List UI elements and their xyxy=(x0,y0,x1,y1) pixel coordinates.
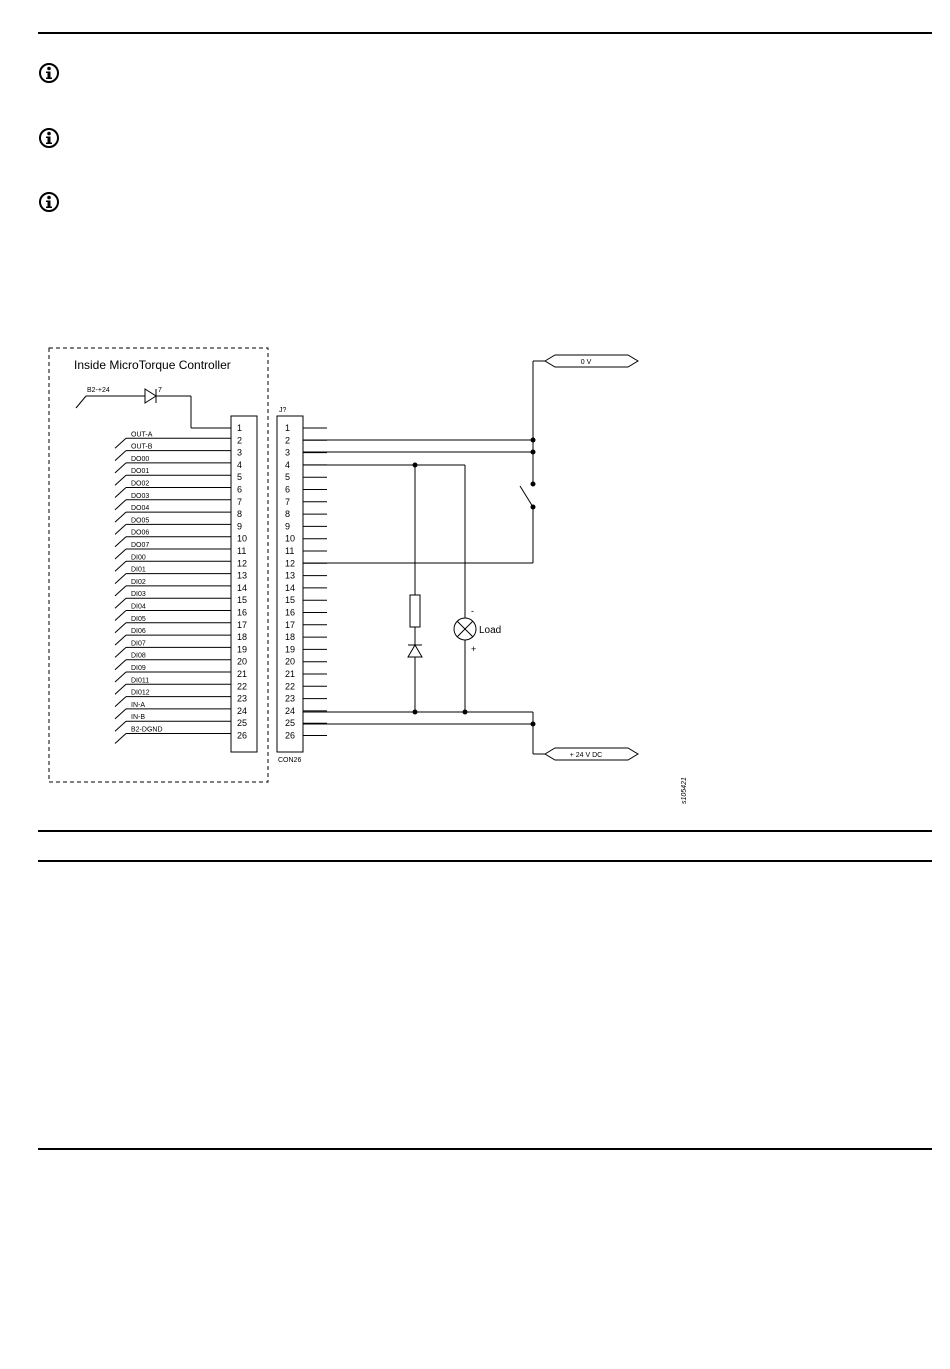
signal-label: DO02 xyxy=(131,480,150,488)
connector-pin-number: 3 xyxy=(285,447,291,458)
rail-0v xyxy=(545,355,638,367)
rail-0v-label: 0 V xyxy=(580,359,592,366)
load-label: Load xyxy=(479,625,502,636)
connector-pin-number: 19 xyxy=(285,644,296,655)
connector-pin-number: 21 xyxy=(285,669,296,679)
signal-label: DI05 xyxy=(131,615,146,623)
signal-line xyxy=(115,623,126,633)
signal-line xyxy=(115,438,126,448)
internal-pin-number: 25 xyxy=(237,718,248,729)
internal-pin-number: 14 xyxy=(237,582,248,593)
connector-stubs xyxy=(303,428,327,736)
internal-pin-number: 21 xyxy=(237,669,248,679)
signal-label: OUT-A xyxy=(131,431,153,439)
internal-pin-number: 16 xyxy=(237,607,248,618)
internal-pin-number: 8 xyxy=(237,509,243,520)
internal-pin-number: 5 xyxy=(237,472,243,483)
signal-line xyxy=(115,574,126,584)
internal-pin-number: 9 xyxy=(237,521,243,532)
load-plus: + xyxy=(471,644,477,654)
connector-pin-number: 5 xyxy=(285,472,291,483)
internal-pin-number: 17 xyxy=(237,619,248,630)
signal-line xyxy=(115,586,126,596)
supply-diode xyxy=(76,389,231,428)
signal-line xyxy=(115,709,126,719)
internal-pin-number: 23 xyxy=(237,693,248,704)
signal-label: OUT-B xyxy=(131,443,153,451)
internal-pin-number: 1 xyxy=(237,423,243,433)
signal-label: B2-DGND xyxy=(131,726,163,734)
signal-label: DI02 xyxy=(131,578,146,586)
connector-pin-number: 25 xyxy=(285,718,296,729)
signal-label: DO06 xyxy=(131,529,150,537)
connector-pin-number: 12 xyxy=(285,558,296,569)
signal-label: DI00 xyxy=(131,554,146,562)
controller-title: Inside MicroTorque Controller xyxy=(74,358,231,372)
external-wiring xyxy=(303,361,545,754)
signal-line xyxy=(115,721,126,731)
connector-ref: J? xyxy=(279,407,287,414)
signal-line xyxy=(115,611,126,621)
internal-pin-number: 3 xyxy=(237,447,243,458)
connector-pin-number: 15 xyxy=(285,595,296,606)
internal-pin-number: 11 xyxy=(237,546,247,556)
internal-pin-number: 22 xyxy=(237,681,248,692)
internal-pin-number: 4 xyxy=(237,459,243,470)
signal-label: DO04 xyxy=(131,505,150,513)
connector-pin-numbers xyxy=(285,423,295,741)
internal-pin-number: 18 xyxy=(237,632,248,643)
internal-pin-number: 24 xyxy=(237,705,248,716)
signal-line xyxy=(115,475,126,485)
connector-pin-number: 17 xyxy=(285,619,296,630)
internal-pin-number: 26 xyxy=(237,730,248,741)
signal-label: DI09 xyxy=(131,665,146,672)
signal-line xyxy=(115,488,126,498)
connector-pin-number: 13 xyxy=(285,570,296,581)
signal-line xyxy=(115,647,126,657)
signal-line xyxy=(115,500,126,510)
signal-label: DI07 xyxy=(131,640,146,648)
signal-label: DI04 xyxy=(131,603,146,611)
internal-pin-number: 20 xyxy=(237,656,248,667)
signal-line xyxy=(115,734,126,744)
connector-pin-number: 7 xyxy=(285,496,291,507)
signal-line xyxy=(115,512,126,522)
signal-label: DO03 xyxy=(131,492,150,500)
controller-boundary xyxy=(49,348,268,782)
signal-label: DI08 xyxy=(131,652,146,660)
signal-label: DO00 xyxy=(131,455,150,463)
signal-line xyxy=(115,672,126,682)
connector-pin-number: 6 xyxy=(285,484,291,495)
internal-pin-number: 2 xyxy=(237,435,243,446)
signal-line xyxy=(115,684,126,694)
internal-pin-number: 15 xyxy=(237,595,248,606)
connector-pin-number: 8 xyxy=(285,509,291,520)
signal-line xyxy=(115,451,126,461)
signal-line xyxy=(115,635,126,645)
signal-lines xyxy=(115,431,231,743)
connector-pin-number: 9 xyxy=(285,521,291,532)
internal-pin-numbers xyxy=(237,423,247,741)
connector-pin-number: 23 xyxy=(285,693,296,704)
connector-pin-number: 24 xyxy=(285,705,296,716)
resistor xyxy=(410,595,420,627)
signal-line xyxy=(115,524,126,534)
diode xyxy=(408,645,422,657)
internal-pin-number: 10 xyxy=(237,533,248,544)
connector-pin-number: 20 xyxy=(285,656,296,667)
internal-pin-number: 13 xyxy=(237,570,248,581)
signal-label: DO01 xyxy=(131,468,150,476)
signal-label: DI011 xyxy=(131,677,150,685)
signal-label: DI012 xyxy=(131,689,150,697)
signal-label: DI06 xyxy=(131,628,146,636)
signal-label: DI01 xyxy=(131,566,146,574)
load-minus: - xyxy=(471,606,474,616)
signal-label: DO05 xyxy=(131,517,150,525)
signal-line xyxy=(115,660,126,670)
junction-dots xyxy=(413,438,536,727)
connector-pin-number: 22 xyxy=(285,681,296,692)
connector-pin-number: 10 xyxy=(285,533,296,544)
connector-pin-number: 16 xyxy=(285,607,296,618)
rail-24v-label: + 24 V DC xyxy=(569,752,603,759)
signal-line xyxy=(115,697,126,707)
signal-label: DI03 xyxy=(131,591,146,599)
internal-pin-number: 19 xyxy=(237,644,248,655)
signal-label: IN-B xyxy=(131,714,145,722)
connector-pin-number: 14 xyxy=(285,582,296,593)
connector-pin-number: 1 xyxy=(285,423,291,433)
signal-line xyxy=(115,561,126,571)
signal-line xyxy=(115,598,126,608)
connector-pin-number: 4 xyxy=(285,459,291,470)
signal-label: DO07 xyxy=(131,542,150,549)
connector-pin-number: 11 xyxy=(285,546,295,556)
internal-pin-number: 6 xyxy=(237,484,243,495)
connector-pin-number: 26 xyxy=(285,730,296,741)
connector-pin-number: 18 xyxy=(285,632,296,643)
signal-line xyxy=(115,463,126,473)
connector-name: CON26 xyxy=(278,757,302,764)
signal-line xyxy=(115,549,126,559)
signal-line xyxy=(115,537,126,547)
figure-id: s105421 xyxy=(681,777,688,804)
internal-pin-number: 12 xyxy=(237,558,248,569)
load-lamp xyxy=(454,618,476,640)
signal-label: IN-A xyxy=(131,701,145,709)
supply-label: B2-+24 xyxy=(87,387,110,394)
internal-pin-number: 7 xyxy=(237,496,243,507)
diode-ref: 7 xyxy=(158,387,162,394)
connector-pin-number: 2 xyxy=(285,435,291,446)
